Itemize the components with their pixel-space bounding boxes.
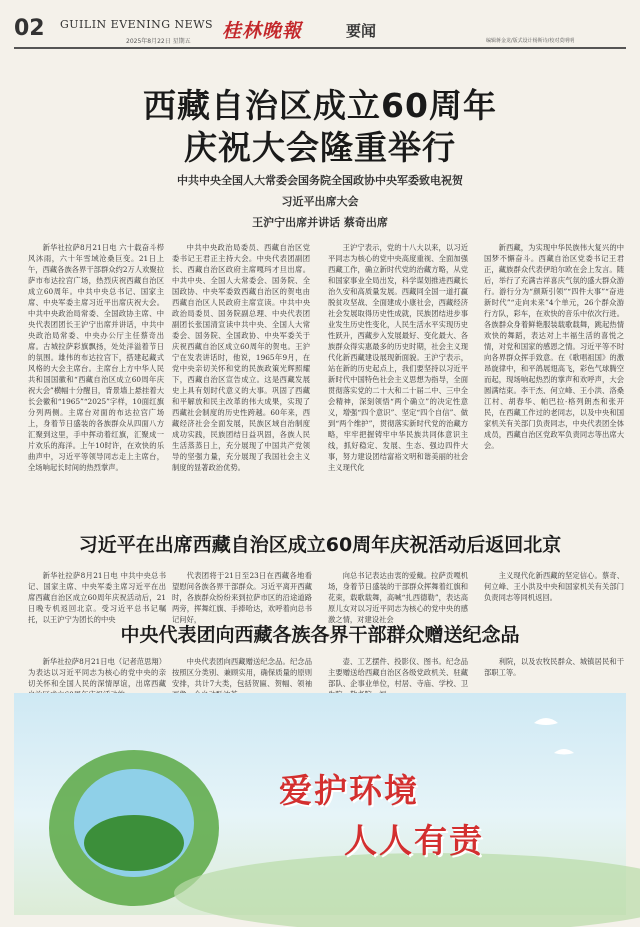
issue-date: 2025年8月22日 星期五 — [126, 38, 191, 45]
headline-line1: 西藏自治区成立60周年 — [143, 86, 497, 125]
environment-ad-banner — [14, 693, 626, 915]
article1-column-4: 新西藏，为实现中华民族伟大复兴的中国梦不懈奋斗。西藏自治区党委书记王君正，藏族群众代表伊珀尔欧在会上发言。随后，举行了充满吉祥喜庆气氛的盛大群众游行。游行分为“颜斯引领”“四件大事”“奋进新时代”“走向未来”4个单元，26个群众游行方队，彩车，在欢快的音乐中依次行进。各族群众身着鲜艳服装载歌载舞，跳起热情欢快的舞蹈，表达对上丰福生活的喜悦之情，对党和国家的感恩之情。习近平等不时向各界群众挥手致意。在《歌唱祖国》的激昂旋律中，和平鸽展翅高飞，彩色气球腾空而起，现场响起热烈的掌声和欢呼声，大会圆满结束。李干杰、何立峰、王小洪、洛桑江村、胡春华、帕巴拉·格列朗杰和张开民，在西藏工作过的老同志，以及中央和国家机关有关部门负责同志，中央代表团全体成员，西藏自治区党政军负责同志等出席大会。 — [484, 243, 624, 450]
article2-column-4: 主义现代化新西藏的坚定信心。蔡奇、何立峰、王小洪及中央和国家机关有关部门负责同志等同机返回。 — [484, 571, 624, 602]
headline-line2: 庆祝大会隆重举行 — [184, 128, 456, 167]
header-divider — [14, 47, 626, 49]
article2-column-3: 向总书记表达由衷的爱戴。拉萨贡嘎机场，身着节日盛装的干部群众挥舞着红旗和花束，载歌载舞，高喊“扎西德勒”，表达高原儿女对以习近平同志为核心的党中央的感激之情，对建设社会 — [328, 571, 468, 624]
page-number: 02 — [14, 16, 45, 41]
paper-name: GUILIN EVENING NEWS — [60, 18, 214, 31]
article3-column-2: 中央代表团向西藏赠送纪念品。纪念品按照区分类别、兼顾实用，确保质量的原则安排，共计7大类，包括贺匾、贺幅、领袖 — [172, 657, 312, 688]
article3-column-1: 新华社拉萨8月21日电（记者范思翔）为表达以习近平同志为核心的党中央的亲切关怀和全国人民的深情厚谊，出席西藏 — [28, 657, 166, 688]
editor-credits: 编辑蒋金龙/版式设计杨斯诗/校对莫明明 — [486, 38, 575, 44]
article3-column-3: 壶、工艺摆件、投影仪、图书。纪念品主要赠送给西藏自治区各级党政机关、驻藏部队、企事业单位，村居、寺庙、学校、卫 — [328, 657, 468, 688]
ad-slogan-line2: 人人有责 — [344, 821, 484, 860]
article1-column-2: 中共中央政治局委员、西藏自治区党委书记王君正主持大会。中央代表团副团长、西藏自治区政府主席嘎玛才旦出席。中共中央、全国人大常委会、国务院、全国政协、中央军委致西藏自治区的贺电由西藏自治区人民政府主席宣读。中共中央政治局委员、国务院副总理、中央代表团副团长张国清宣读中共中央、全国人大常委会、国务院、全国政协、中央军委关于庆祝西藏自治区成立60周年的贺电。王沪宁在发表讲话时，他说，1965年9月，在党中央亲切关怀和党的民族政策光辉照耀下，西藏自治区宣告成立。这是西藏发展史上具有划时代意义的大事。巩固了西藏和平解放和民主改革的伟大成果，实现了西藏社会制度的历史性跨越。60年来，西藏经济社会全面发展，民族区域自治制度成功实践，民族团结日益巩固，各族人民生活蒸蒸日上，充分展现了中国共产党领导的坚强力量，充分展现了我国社会主义制度的显著政治优势。 — [172, 243, 310, 472]
masthead — [0, 0, 640, 44]
article3-column-4: 利院，以及农牧民群众、城镇居民和干部职工等。 — [484, 657, 624, 677]
section-title: 要闻 — [346, 22, 377, 40]
article2-column-1: 新华社拉萨8月21日电 中共中央总书记、国家主席、中央军委主席习近平在出席西藏自治区成立60周年庆祝活动后，21日晚专机返回北京。受习近平总书记嘱托，以王沪宁为团长的中央 — [28, 571, 166, 624]
article1-column-1: 新华社拉萨8月21日电 六十载奋斗栉风沐雨，六十年雪域沧桑巨变。21日上午，西藏各族各界干部群众约2万人欢聚拉萨市布达拉宫广场，热烈庆祝西藏自治区成立60周年。中共中央总书记、国家主席、中央军委主席习近平出席庆祝大会。中共中央政治局常委、全国政协主席、中央代表团团长王沪宁出席并讲话，中共中央政治局常委、中央办公厅主任蔡奇出席。古城拉萨彩旗飘扬，处处洋溢着节日的氛围。雄伟的布达拉宫下，搭建起藏式风格的大会主席台。主席台上方中华人民共和国国徽和“西藏自治区成立60周年庆祝大会”横幅十分醒目，背景墙上悬挂着大长会徽和“1965”“2025”字样，10面红旗分列两侧。主席台对面的布达拉宫广场上，身着节日盛装的各族群众从四面八方汇聚到这里，手中挥动着红旗，汇聚成一片欢乐的海洋。上午10时许，在欢快的乐曲声中，习近平等领导同志走上主席台，全场响起长时间的热烈掌声。 — [28, 243, 164, 472]
subheadline-1: 中共中央全国人大常委会国务院全国政协中央军委致电祝贺 — [177, 174, 463, 187]
newspaper-logo: 桂林晚報 — [222, 20, 303, 42]
article3-headline: 中央代表团向西藏各族各界干部群众赠送纪念品 — [120, 624, 520, 646]
subheadline-3: 王沪宁出席并讲话 蔡奇出席 — [252, 216, 388, 229]
subheadline-2: 习近平出席大会 — [281, 195, 359, 208]
article2-headline: 习近平在出席西藏自治区成立60周年庆祝活动后返回北京 — [78, 534, 562, 556]
article1-column-3: 王沪宁表示，党的十八大以来，以习近平同志为核心的党中央高度重视、全面加强西藏工作，确立新时代党的治藏方略，从党和国家事业全局出发，科学谋划推进西藏长治久安和高质量发展。西藏同全国一道打赢脱贫攻坚战、全面建成小康社会，西藏经济社会发展取得历史性成就，民族团结进步事业发生历史性变化，人民生活水平实现历史性跃升，西藏步入发展最好、变化最大、各族群众得实惠最多的历史时期，社会主义现代化新西藏建设展现新面貌。王沪宁表示，站在新的历史起点上，我们要坚持以习近平新时代中国特色社会主义思想为指导，全面贯彻落实党的二十大和二十届二中、三中全会精神，深刻领悟“两个确立”的决定性意义，增强“四个意识”、坚定“四个自信”、做到“两个维护”，贯彻落实新时代党的治藏方略，牢牢把握铸牢中华民族共同体意识主线，抓好稳定、发展、生态、强边四件大事，努力建设团结富裕文明和谐美丽的社会主义现代化 — [328, 243, 468, 472]
ad-slogan-line1: 爱护环境 — [279, 771, 419, 810]
article2-column-2: 代表团将于21日至23日在西藏各地看望慰问各族各界干部群众。习近平离开西藏时，各族群众纷纷来到拉萨市区的沿途道路两旁，挥舞红旗、手捧哈达，欢呼着向总书记问好， — [172, 571, 312, 624]
